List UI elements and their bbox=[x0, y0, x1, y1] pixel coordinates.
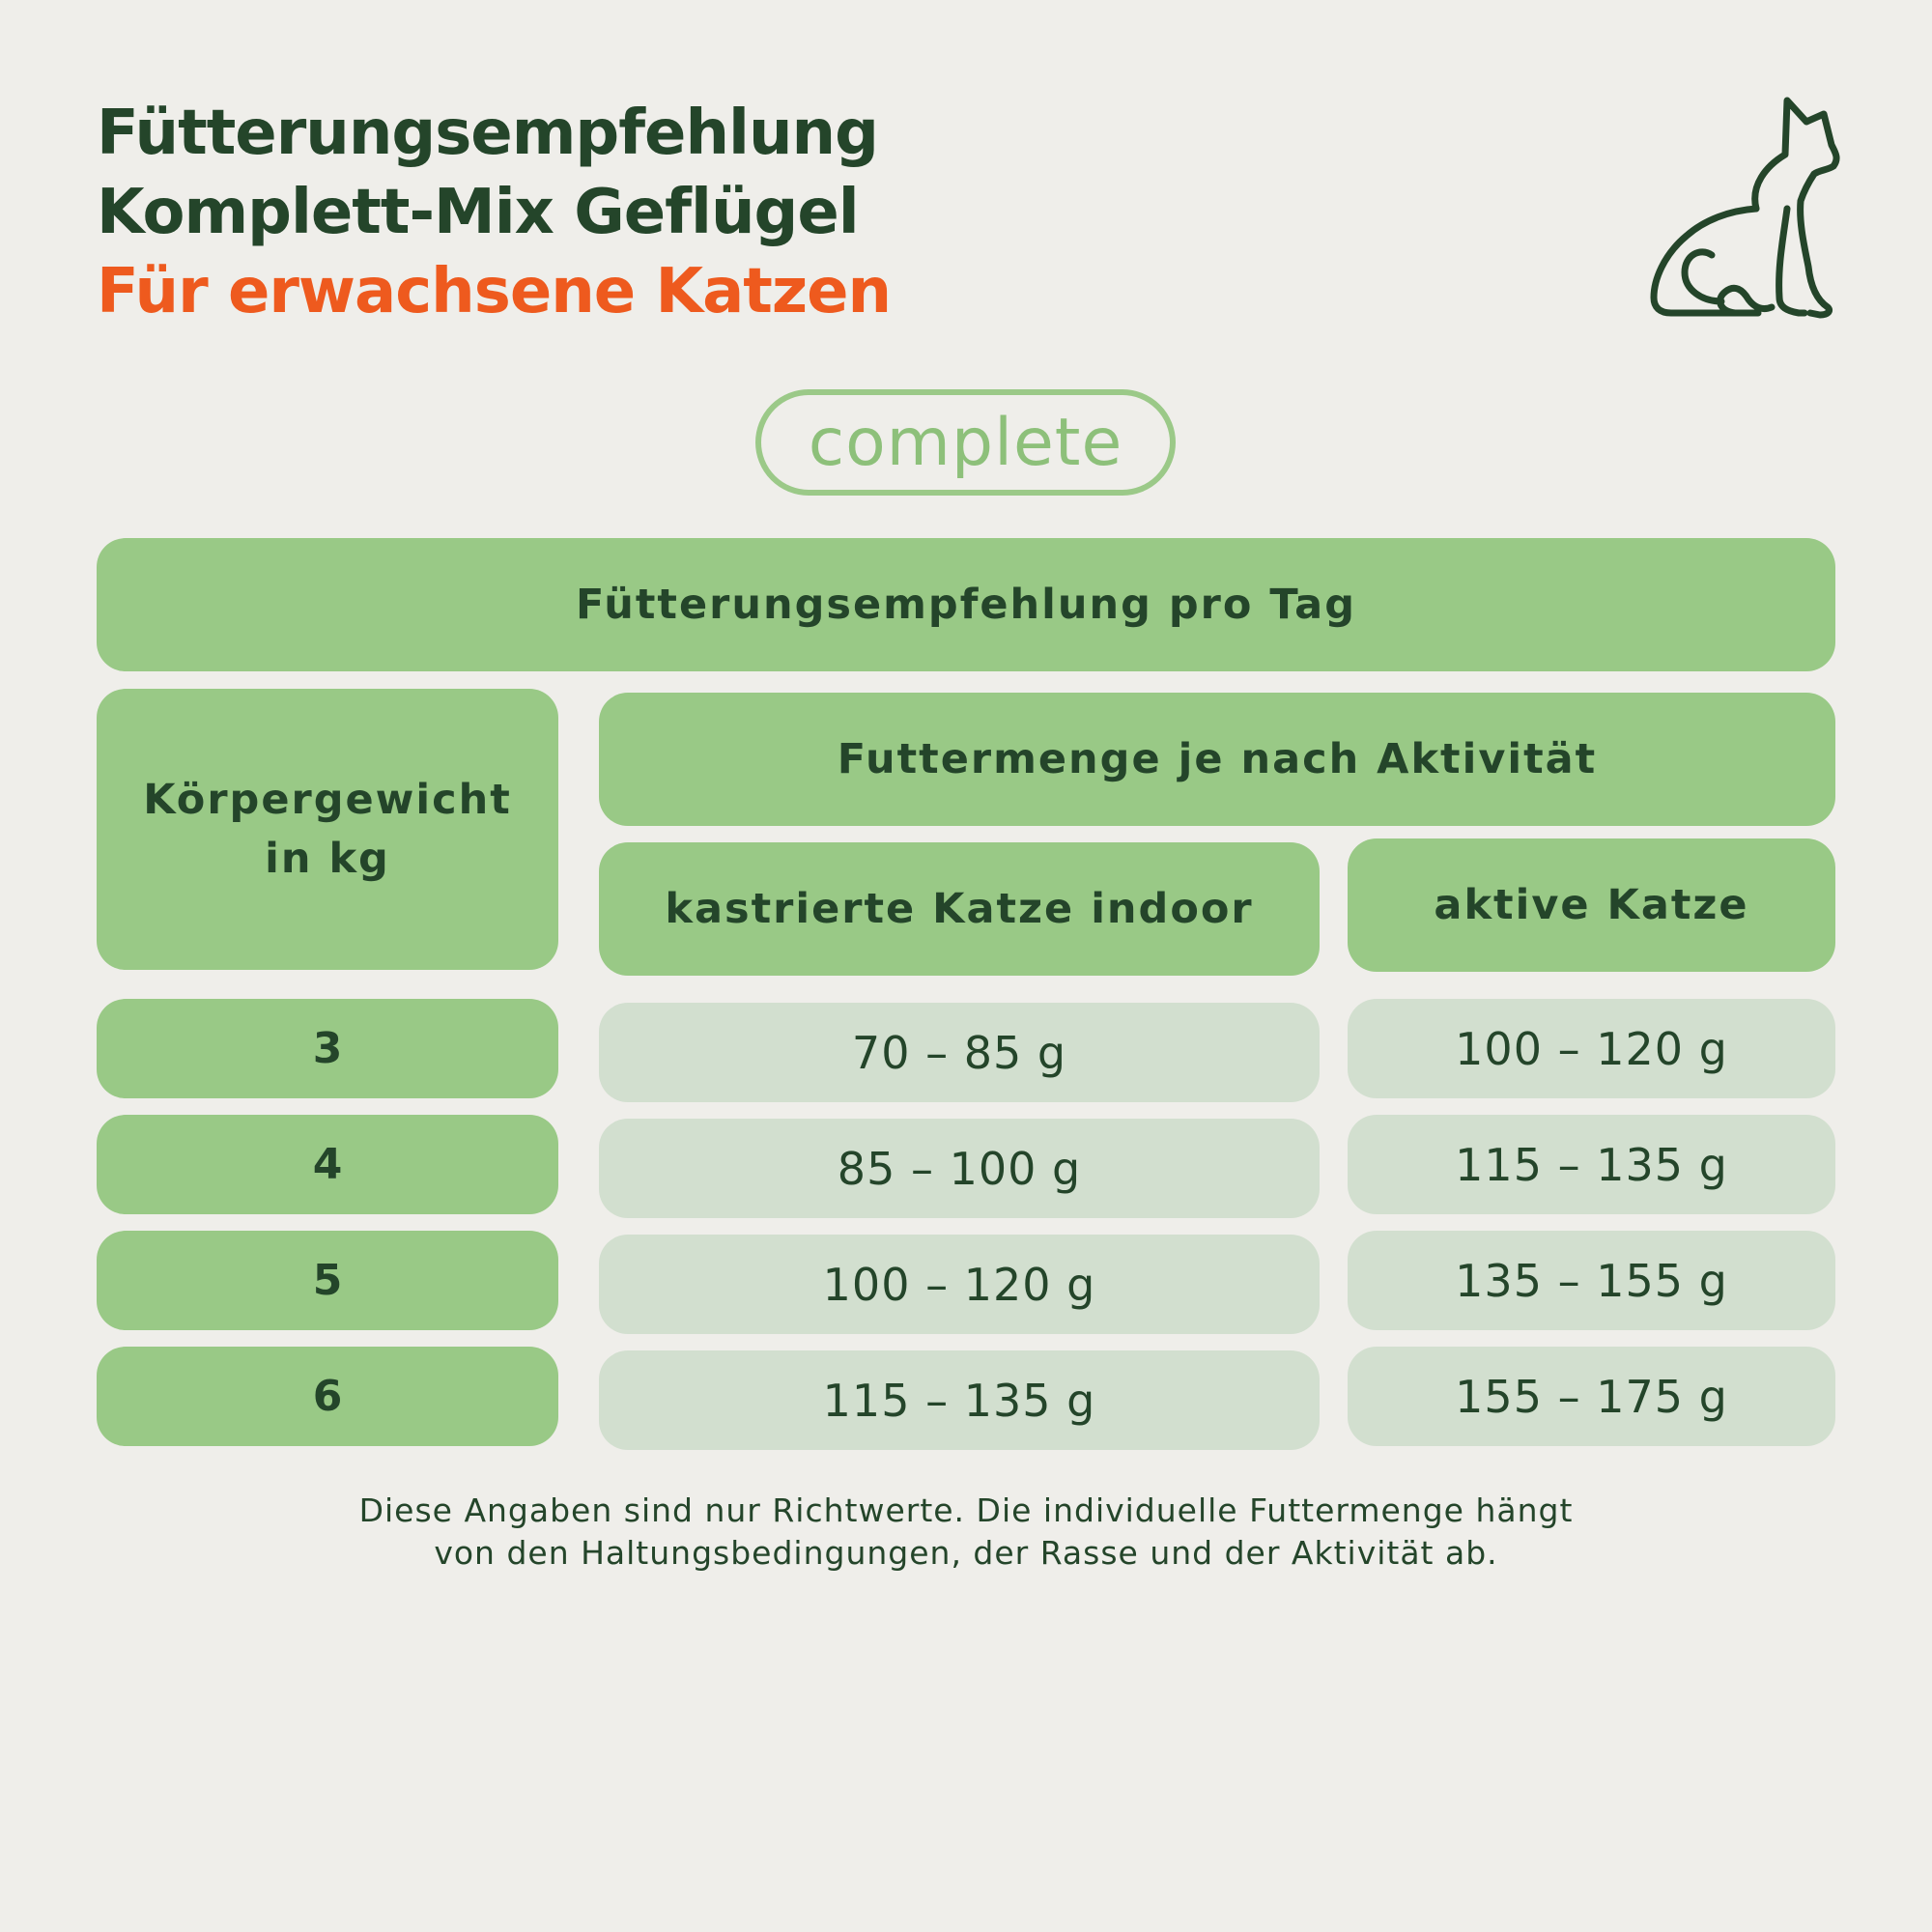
footer-note-line1: Diese Angaben sind nur Richtwerte. Die individuelle Futtermenge hängt bbox=[358, 1492, 1574, 1529]
active-cat-header bbox=[1348, 838, 1835, 972]
indoor-amount-cell: 85 – 100 g bbox=[599, 1119, 1320, 1218]
indoor-amount-cell: 70 – 85 g bbox=[599, 1003, 1320, 1102]
footer-note bbox=[193, 1490, 1739, 1575]
active-amount-cell: 135 – 155 g bbox=[1348, 1231, 1835, 1330]
amount-header bbox=[599, 693, 1835, 826]
indoor-amount-cell: 115 – 135 g bbox=[599, 1350, 1320, 1450]
active-amount-cell: 100 – 120 g bbox=[1348, 999, 1835, 1098]
active-amount-cell: 155 – 175 g bbox=[1348, 1347, 1835, 1446]
indoor-amount-cell: 100 – 120 g bbox=[599, 1235, 1320, 1334]
weight-header bbox=[97, 689, 558, 970]
table-title bbox=[97, 538, 1835, 671]
cat-icon bbox=[1642, 93, 1845, 321]
weight-cell: 6 bbox=[97, 1347, 558, 1446]
weight-header-line2: in kg bbox=[265, 834, 390, 883]
active-cat-header-text: aktive Katze bbox=[1434, 880, 1749, 929]
weight-cell: 4 bbox=[97, 1115, 558, 1214]
table-title-text: Fütterungsempfehlung pro Tag bbox=[576, 580, 1356, 629]
indoor-cat-header bbox=[599, 842, 1320, 976]
complete-badge: complete bbox=[755, 389, 1176, 496]
weight-cell: 5 bbox=[97, 1231, 558, 1330]
indoor-cat-header-text: kastrierte Katze indoor bbox=[665, 884, 1254, 933]
title-line-2: Komplett-Mix Geflügel bbox=[97, 177, 859, 248]
weight-cell: 3 bbox=[97, 999, 558, 1098]
amount-header-text: Futtermenge je nach Aktivität bbox=[837, 734, 1598, 783]
title-line-1: Fütterungsempfehlung bbox=[97, 98, 878, 169]
title-line-3: Für erwachsene Katzen bbox=[97, 256, 892, 327]
footer-note-line2: von den Haltungsbedingungen, der Rasse und der Aktivität ab. bbox=[434, 1534, 1498, 1572]
active-amount-cell: 115 – 135 g bbox=[1348, 1115, 1835, 1214]
weight-header-line1: Körpergewicht bbox=[143, 776, 512, 825]
